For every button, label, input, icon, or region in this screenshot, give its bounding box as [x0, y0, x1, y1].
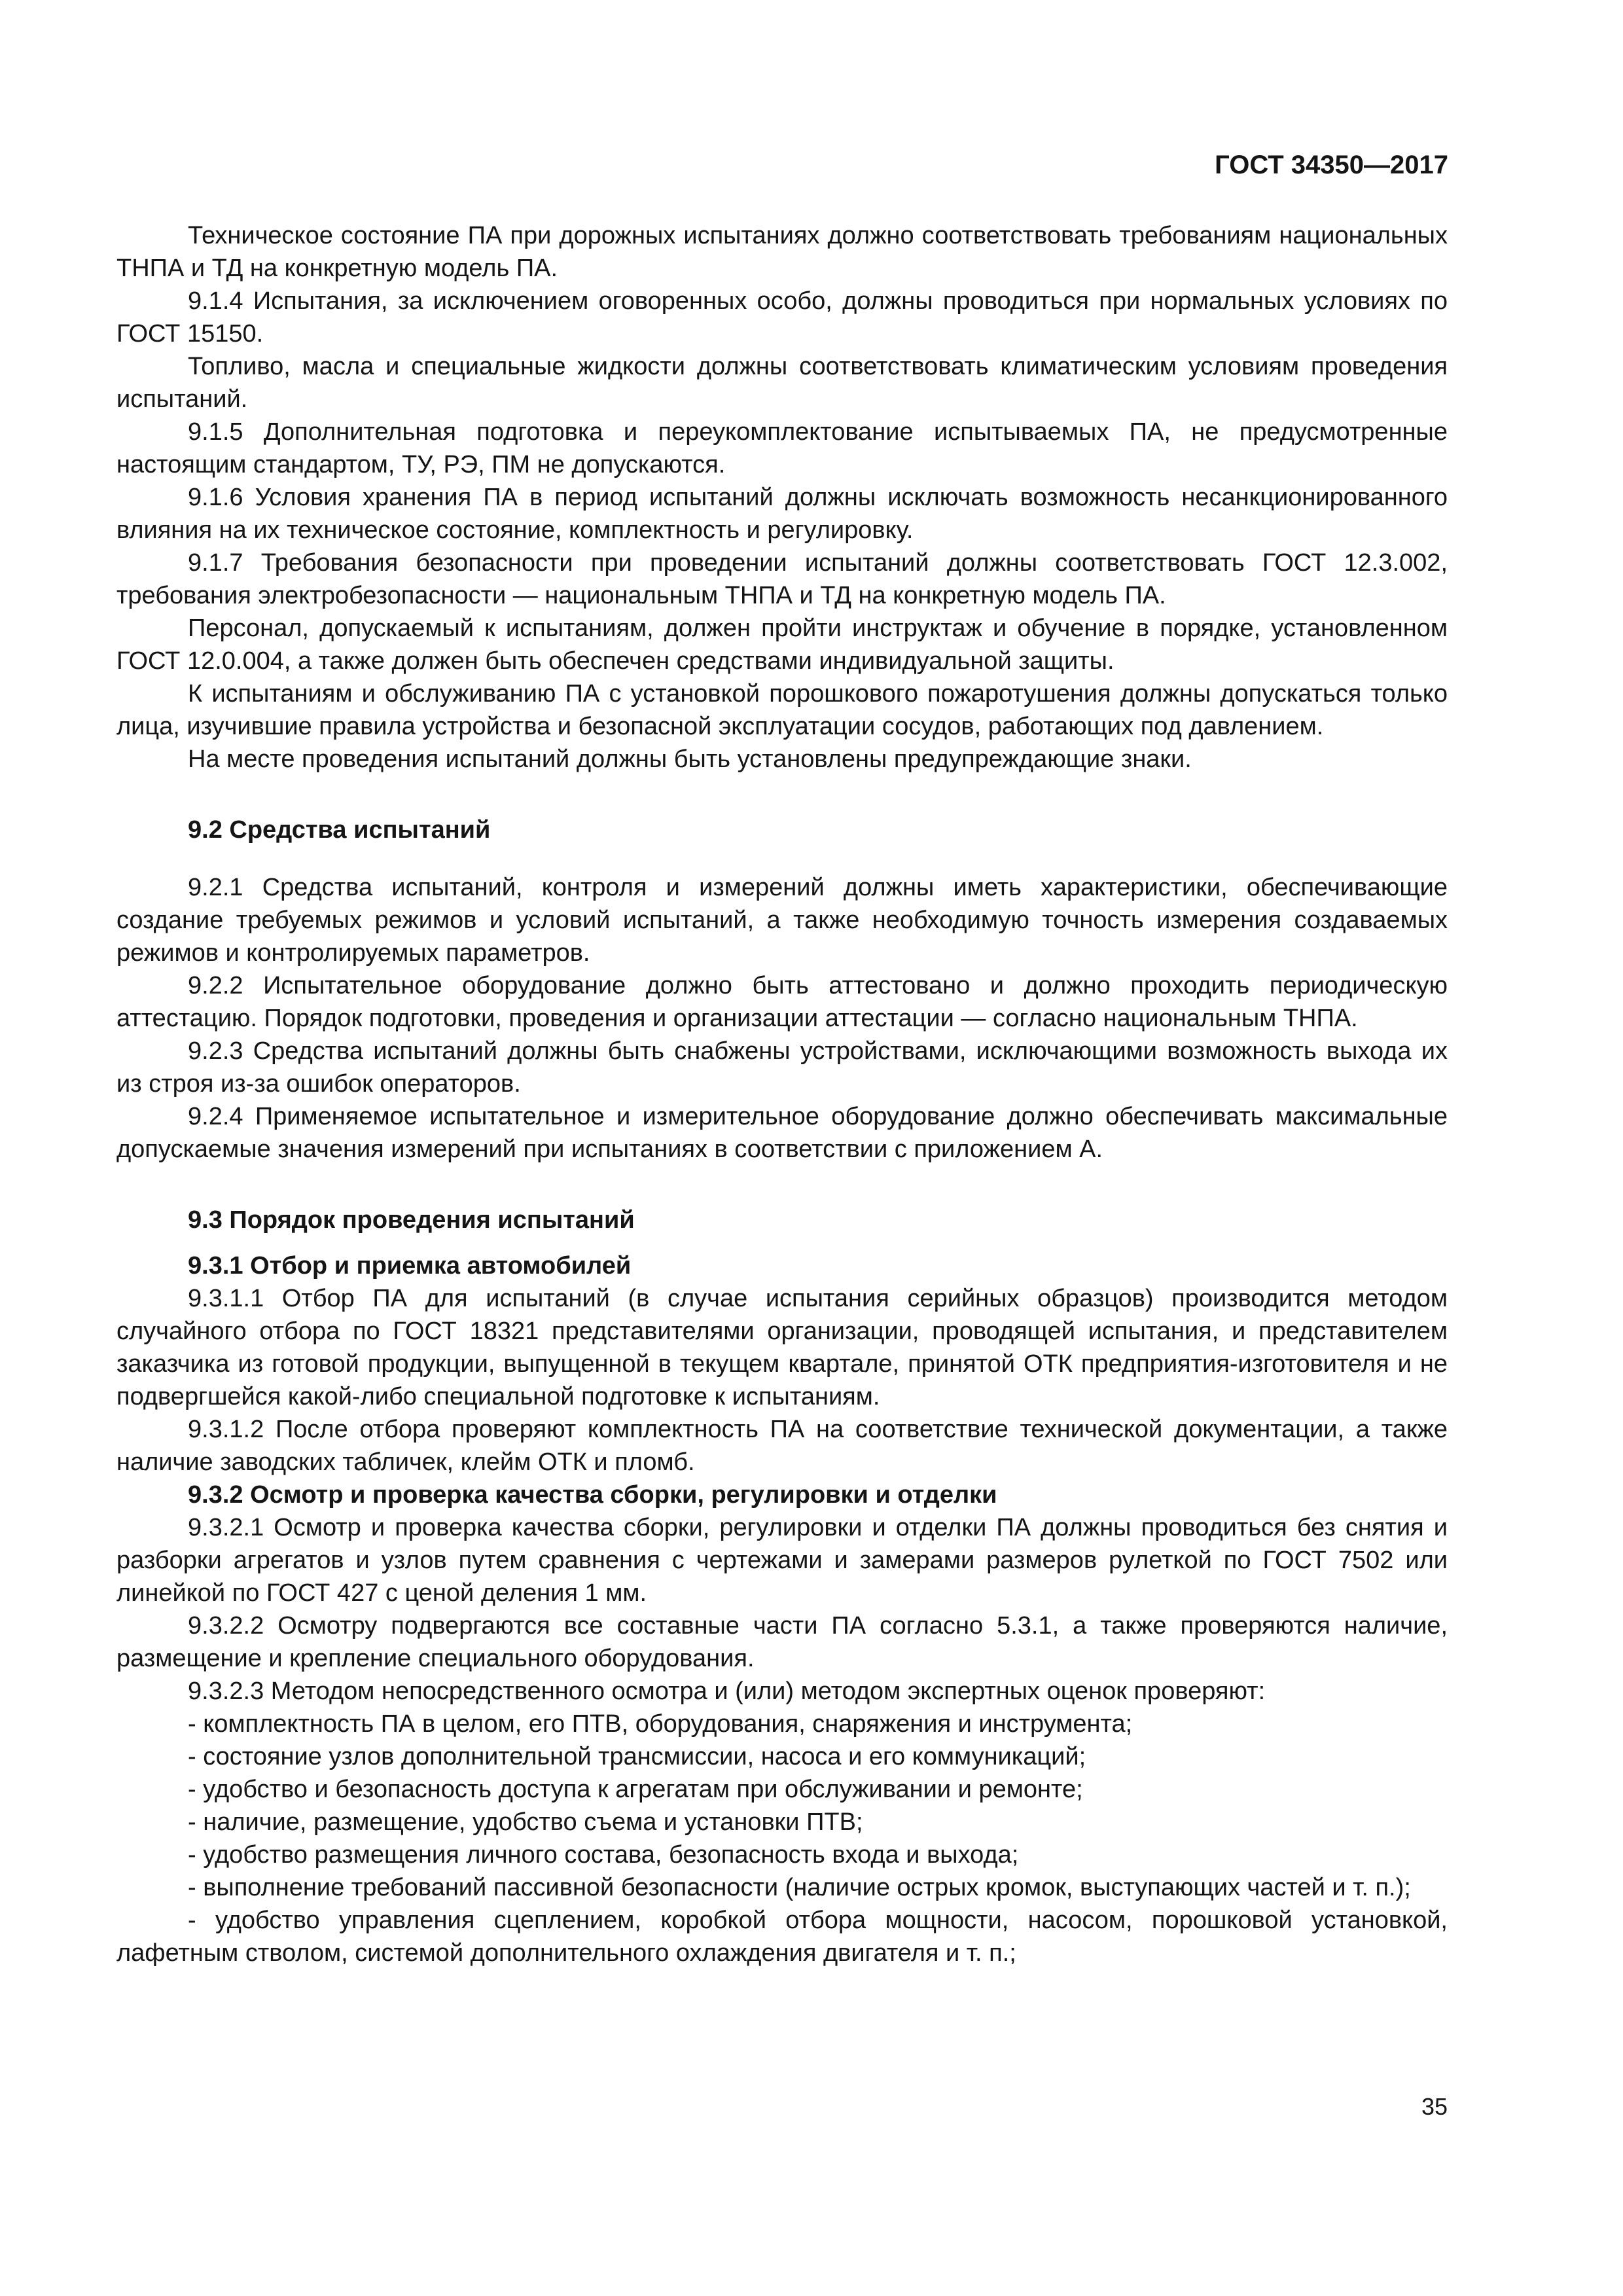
paragraph: Техническое состояние ПА при дорожных испытаниях должно соответствовать требованиям национальных ТНПА и ТД на конкретную модель ПА.	[116, 222, 1448, 282]
document-body	[116, 219, 1448, 1969]
list-item: - комплектность ПА в целом, его ПТВ, оборудования, снаряжения и инструмента;	[188, 1710, 1133, 1738]
paragraph: Персонал, допускаемый к испытаниям, должен пройти инструктаж и обучение в порядке, установленном ГОСТ 12.0.004, а также должен быть обеспечен средствами индивидуальной защиты.	[116, 615, 1448, 675]
paragraph: 9.2.3 Средства испытаний должны быть снабжены устройствами, исключающими возможность выхода их из строя из-за ошибок операторов.	[116, 1037, 1448, 1098]
document-id: ГОСТ 34350—2017	[1215, 151, 1448, 179]
paragraph: 9.2.4 Применяемое испытательное и измерительное оборудование должно обеспечивать максимальные допускаемые значения измерений при испытаниях в соответствии с приложением А.	[116, 1103, 1448, 1163]
list-item: - состояние узлов дополнительной трансмиссии, насоса и его коммуникаций;	[188, 1743, 1086, 1770]
paragraph: 9.1.4 Испытания, за исключением оговоренных особо, должны проводиться при нормальных условиях по ГОСТ 15150.	[116, 287, 1448, 348]
paragraph: 9.2.1 Средства испытаний, контроля и измерений должны иметь характеристики, обеспечивающие создание требуемых режимов и условий испытаний, а также необходимую точность измерения создаваемых режимов и контролируемых параметров.	[116, 874, 1448, 967]
page-number: 35	[1421, 2093, 1448, 2120]
section-heading: 9.2 Средства испытаний	[188, 816, 491, 844]
list-item: - удобство размещения личного состава, безопасность входа и выхода;	[188, 1841, 1019, 1869]
paragraph: 9.3.1.1 Отбор ПА для испытаний (в случае испытания серийных образцов) производится методом случайного отбора по ГОСТ 18321 представителями организации, проводящей испытания, и представителем заказчика из готовой продукции, выпущенной в текущем квартале, принятой ОТК предприятия-изготовителя и не подвергшейся какой-либо специальной подготовке к испытаниям.	[116, 1285, 1448, 1410]
section-heading: 9.3 Порядок проведения испытаний	[188, 1206, 635, 1234]
subsection-heading: 9.3.2 Осмотр и проверка качества сборки, регулировки и отделки	[188, 1481, 997, 1509]
paragraph: 9.3.2.1 Осмотр и проверка качества сборки, регулировки и отделки ПА должны проводиться без снятия и разборки агрегатов и узлов путем сравнения с чертежами и замерами размеров рулеткой по ГОСТ 7502 или линейкой по ГОСТ 427 с ценой деления 1 мм.	[116, 1514, 1448, 1607]
list-item: - выполнение требований пассивной безопасности (наличие острых кромок, выступающих частей и т. п.);	[188, 1874, 1411, 1901]
list-item: - удобство и безопасность доступа к агрегатам при обслуживании и ремонте;	[188, 1776, 1083, 1803]
list-item: - удобство управления сцеплением, коробкой отбора мощности, насосом, порошковой установкой, лафетным стволом, системой дополнительного охлаждения двигателя и т. п.;	[116, 1907, 1448, 1967]
paragraph: 9.1.6 Условия хранения ПА в период испытаний должны исключать возможность несанкционированного влияния на их техническое состояние, комплектность и регулировку.	[116, 484, 1448, 544]
list-item: - наличие, размещение, удобство съема и установки ПТВ;	[188, 1808, 863, 1836]
paragraph: 9.3.2.3 Методом непосредственного осмотра и (или) методом экспертных оценок проверяют:	[188, 1677, 1266, 1705]
paragraph: На месте проведения испытаний должны быть установлены предупреждающие знаки.	[188, 745, 1192, 773]
paragraph: 9.3.1.2 После отбора проверяют комплектность ПА на соответствие технической документации, а также наличие заводских табличек, клейм ОТК и пломб.	[116, 1416, 1448, 1476]
paragraph: 9.2.2 Испытательное оборудование должно быть аттестовано и должно проходить периодическую аттестацию. Порядок подготовки, проведения и организации аттестации — согласно национальным ТНПА.	[116, 972, 1448, 1032]
subsection-heading: 9.3.1 Отбор и приемка автомобилей	[188, 1252, 632, 1280]
paragraph: 9.1.5 Дополнительная подготовка и переукомплектование испытываемых ПА, не предусмотренные настоящим стандартом, ТУ, РЭ, ПМ не допускаются.	[116, 418, 1448, 478]
paragraph: 9.3.2.2 Осмотру подвергаются все составные части ПА согласно 5.3.1, а также проверяются наличие, размещение и крепление специального оборудования.	[116, 1612, 1448, 1672]
paragraph: Топливо, масла и специальные жидкости должны соответствовать климатическим условиям проведения испытаний.	[116, 353, 1448, 413]
paragraph: 9.1.7 Требования безопасности при проведении испытаний должны соответствовать ГОСТ 12.3.002, требования электробезопасности — национальным ТНПА и ТД на конкретную модель ПА.	[116, 549, 1448, 609]
paragraph: К испытаниям и обслуживанию ПА с установкой порошкового пожаротушения должны допускаться только лица, изучившие правила устройства и безопасной эксплуатации сосудов, работающих под давлением.	[116, 680, 1448, 740]
